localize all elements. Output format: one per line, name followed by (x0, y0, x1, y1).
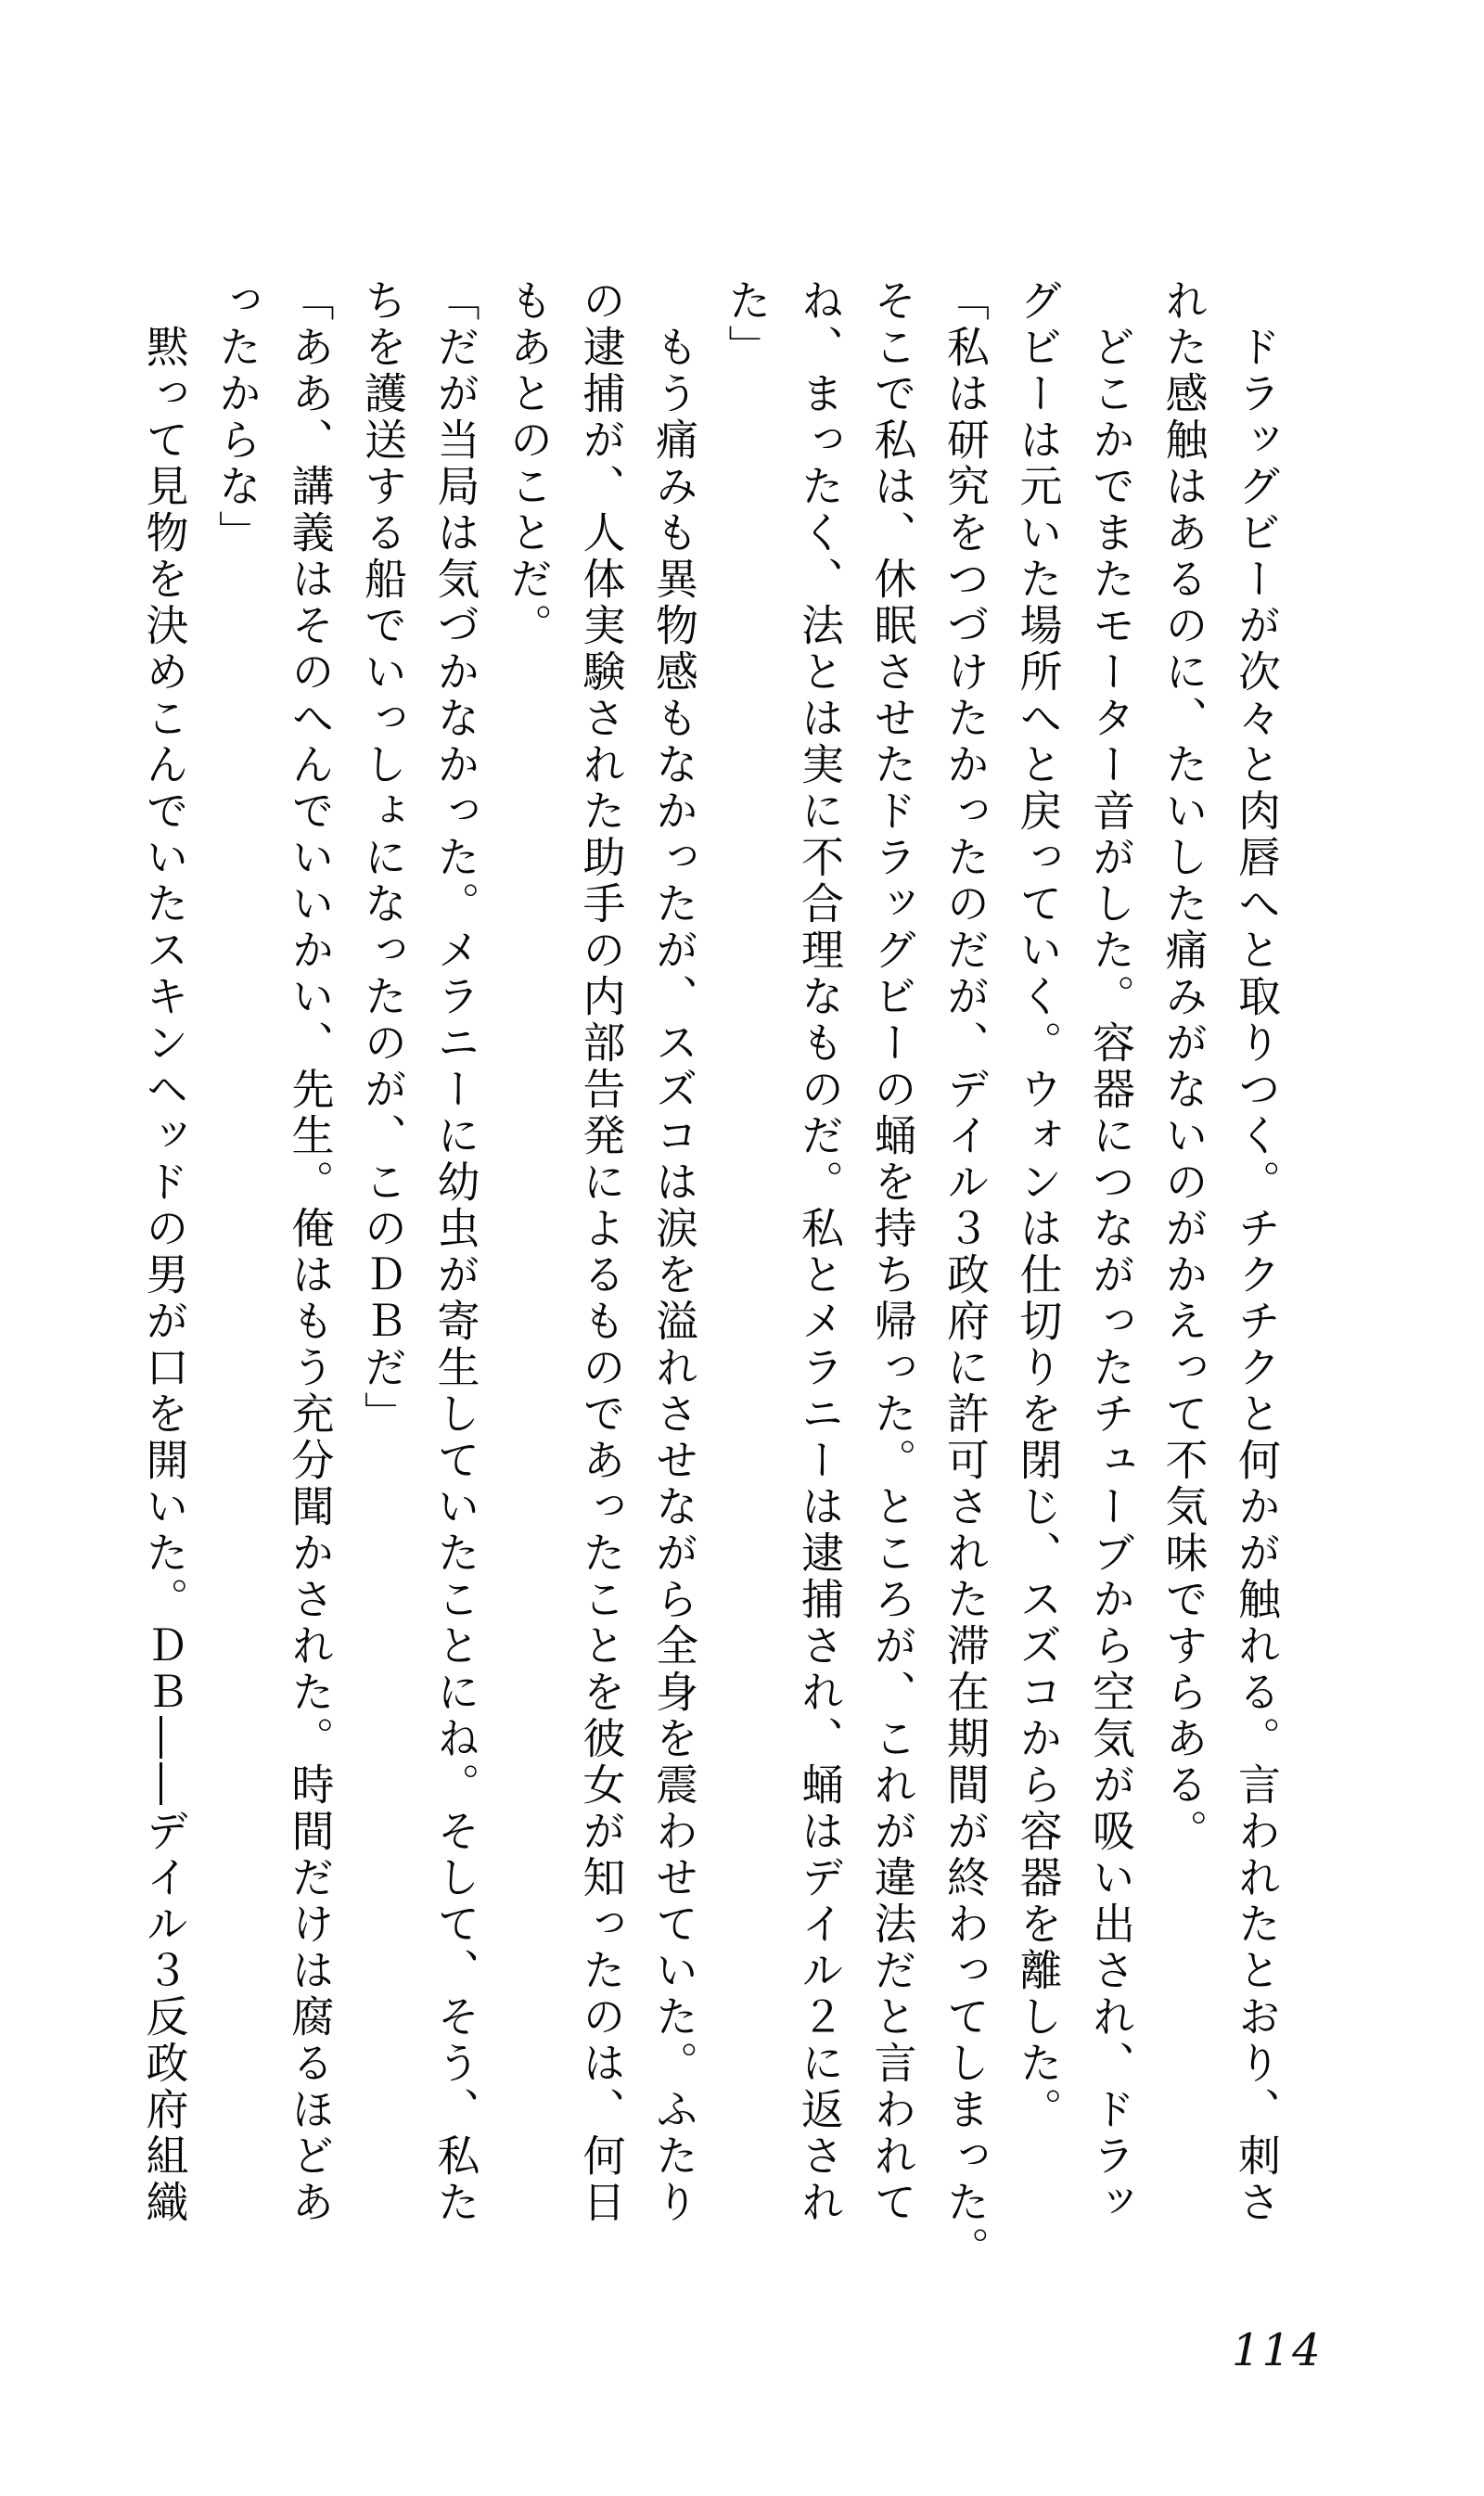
text-line: もあとのことだ。 (504, 278, 554, 649)
text-line: 「ああ、講義はそのへんでいいかい、先生。俺はもう充分聞かされた。時間だけは腐るほどあ (285, 278, 336, 2226)
text-line: ちを護送する船でいっしょになったのが、このＤＢだ」 (358, 278, 408, 1438)
text-line: ドラッグビーが次々と肉唇へと取りつく。チクチクと何かが触れる。言われたとおり、刺さ (1232, 325, 1282, 2226)
text-line: そこで私は、休眠させたドラッグビーの蛹を持ち帰った。ところが、これが違法だと言われて (867, 278, 918, 2226)
text-line: の逮捕が、人体実験された助手の内部告発によるものであったことを彼女が知ったのは、何日 (576, 278, 627, 2226)
text-line: ったからな」 (212, 278, 262, 557)
text-line: ね、まったく、法とは実に不合理なものだ。私とメラニーは逮捕され、蛹はデイル２に返され (795, 278, 845, 2226)
text-line: 「私は研究をつづけたかったのだが、デイル３政府に許可された滞在期間が終わってしまった。 (940, 278, 991, 2272)
text-line: どこかでまたモーター音がした。容器につながったチューブから空気が吸い出され、ドラッ (1086, 325, 1136, 2226)
text-line: た」 (722, 278, 773, 371)
text-line: グビーは元いた場所へと戻っていく。ウォンは仕切りを閉じ、スズコから容器を離した。 (1013, 278, 1064, 2133)
text-line: れた感触はあるのに、たいした痛みがないのがかえって不気味ですらある。 (1158, 278, 1209, 1855)
text-line: 黙って見物を決めこんでいたスキンヘッドの男が口を開いた。ＤＢ――デイル３反政府組織 (139, 325, 190, 2226)
page-number: 114 (1232, 2324, 1323, 2376)
text-line: 「だが当局は気づかなかった。メラニーに幼虫が寄生していたことにね。そして、そう、私た (430, 278, 481, 2226)
text-line: もう痛みも異物感もなかったが、スズコは涙を溢れさせながら全身を震わせていた。ふたり (649, 325, 699, 2226)
